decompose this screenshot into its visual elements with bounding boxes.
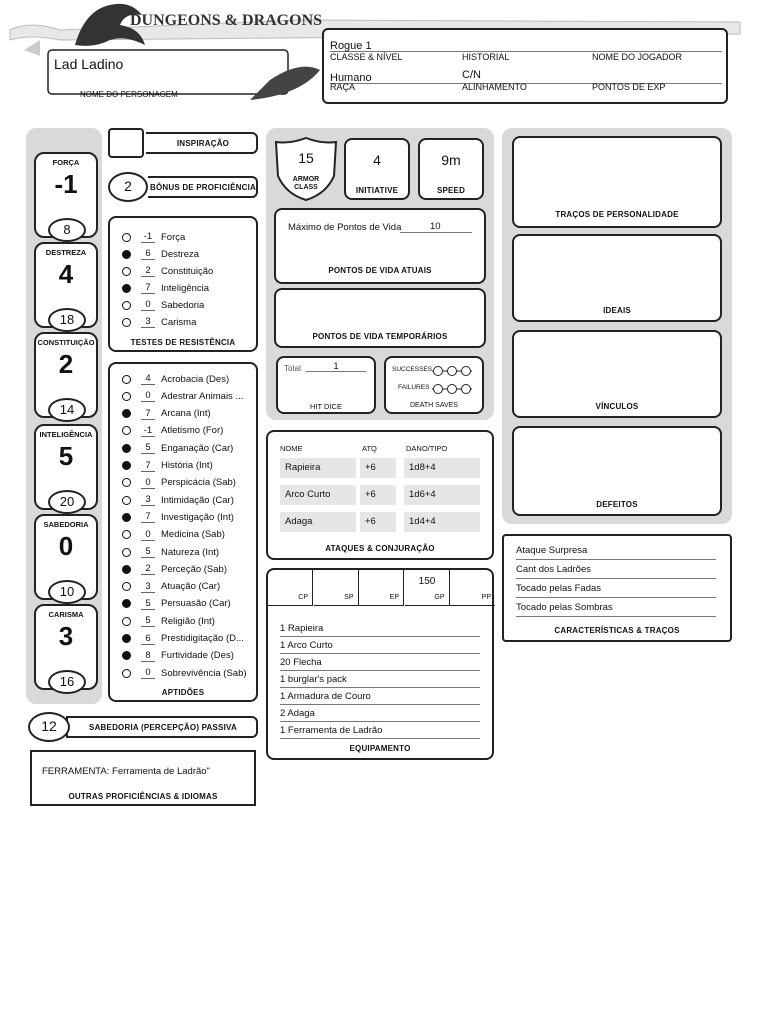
other-proficiencies-panel [30, 750, 256, 806]
save-name: Carisma [161, 316, 197, 328]
proficiency-dot[interactable] [122, 392, 131, 401]
save-name: Força [161, 231, 186, 243]
attack-name[interactable]: Adaga [280, 512, 356, 532]
save-name: Sabedoria [161, 299, 205, 311]
skill-modifier[interactable]: 0 [141, 667, 155, 679]
race-label: RAÇA [330, 82, 356, 92]
hit-dice-label: HIT DICE [310, 402, 342, 411]
skill-row [122, 666, 247, 680]
skill-modifier[interactable]: 5 [141, 615, 155, 627]
saving-throw-row [122, 315, 196, 329]
ability-name: CARISMA [48, 610, 84, 619]
skills-panel [108, 362, 258, 702]
proficiency-dot[interactable] [122, 599, 131, 608]
save-name: Constituição [161, 265, 214, 277]
ability-name: CONSTITUIÇÃO [37, 338, 95, 347]
ideals-label: IDEAIS [603, 306, 631, 315]
coin-label: CP [298, 594, 308, 601]
skill-modifier[interactable]: 3 [141, 494, 155, 506]
ability-modifier[interactable]: 3 [58, 621, 74, 651]
feature-item[interactable]: Tocado pelas Fadas [516, 580, 716, 598]
equipment-item[interactable]: 1 Ferramenta de Ladrão [280, 723, 480, 739]
skill-modifier[interactable]: 2 [141, 563, 155, 575]
saving-throws-label: TESTES DE RESISTÊNCIA [130, 338, 236, 347]
proficiency-dot[interactable] [122, 233, 131, 242]
skill-name: Persuasão (Car) [161, 598, 231, 610]
feature-item[interactable]: Tocado pelas Sombras [516, 599, 716, 617]
feature-item[interactable]: Cant dos Ladrões [516, 561, 716, 579]
logo-text: DUNGEONS & DRAGONS [130, 12, 323, 29]
saving-throw-row [122, 247, 199, 261]
ability-score[interactable]: 8 [48, 218, 86, 242]
speed-value[interactable]: 9m [441, 152, 461, 168]
inspiration-box[interactable] [108, 128, 258, 158]
skill-modifier[interactable]: 7 [141, 408, 155, 420]
success-checkboxes[interactable] [432, 364, 478, 382]
proficiency-dot[interactable] [122, 267, 131, 276]
save-modifier[interactable]: 7 [141, 282, 155, 294]
passive-perception-label: SABEDORIA (PERCEPÇÃO) PASSIVA [89, 723, 237, 732]
save-modifier[interactable]: 0 [141, 299, 155, 311]
flaws-box[interactable] [512, 426, 722, 516]
save-modifier[interactable]: 6 [141, 248, 155, 260]
initiative-value[interactable]: 4 [373, 152, 381, 168]
skill-modifier[interactable]: 5 [141, 546, 155, 558]
equipment-item[interactable]: 1 Arco Curto [280, 638, 480, 654]
proficiency-dot[interactable] [122, 318, 131, 327]
skill-modifier[interactable]: 0 [141, 477, 155, 489]
ability-modifier[interactable]: 2 [58, 349, 74, 379]
coin-label: PP [481, 594, 491, 601]
initiative-label: INITIATIVE [355, 186, 399, 195]
save-name: Inteligência [161, 282, 210, 294]
skill-row [122, 562, 227, 576]
speed-label: SPEED [436, 186, 466, 195]
skill-name: Intimidação (Car) [161, 494, 234, 506]
ability-modifier[interactable]: 5 [58, 441, 74, 471]
skill-name: Perceção (Sab) [161, 563, 228, 575]
alignment-label: ALINHAMENTO [462, 82, 527, 92]
skills-label: APTIDÕES [161, 688, 205, 697]
save-modifier[interactable]: -1 [141, 231, 155, 243]
proficiency-dot[interactable] [122, 461, 131, 470]
ability-score[interactable]: 16 [48, 670, 86, 694]
proficiency-dot[interactable] [122, 651, 131, 660]
other-proficiencies-label: OUTRAS PROFICIÊNCIAS & IDIOMAS [68, 792, 218, 801]
skill-name: Furtividade (Des) [161, 650, 234, 662]
ability-4 [34, 514, 98, 600]
skill-name: Arcana (Int) [161, 408, 211, 420]
hp-max-label: Máximo de Pontos de Vida [288, 222, 402, 233]
shield-icon [274, 136, 338, 202]
equipment-label: EQUIPAMENTO [349, 744, 411, 753]
armor-class-shield [274, 136, 338, 202]
proficiency-dot[interactable] [122, 478, 131, 487]
coin-box[interactable] [450, 570, 495, 606]
coin-box[interactable] [405, 570, 450, 606]
saving-throws-panel [108, 216, 258, 352]
other-proficiencies-text[interactable]: FERRAMENTA: Ferramenta de Ladrão" [42, 766, 210, 777]
proficiency-dot[interactable] [122, 513, 131, 522]
ability-score[interactable]: 10 [48, 580, 86, 604]
proficiency-dot[interactable] [122, 496, 131, 505]
saving-throw-row [122, 264, 213, 278]
coin-box[interactable] [359, 570, 404, 606]
hit-dice-total-value[interactable]: 1 [306, 361, 366, 372]
coin-label: GP [434, 594, 445, 601]
hit-dice-total-label: Total [284, 364, 301, 373]
passive-perception-value[interactable]: 12 [41, 718, 57, 734]
skill-row [122, 597, 231, 611]
equipment-item[interactable]: 1 Rapieira [280, 621, 480, 637]
skill-row [122, 545, 219, 559]
class-level-field[interactable]: Rogue 1 [330, 36, 722, 52]
ability-5 [34, 604, 98, 690]
failures-label: FAILURES [398, 384, 430, 391]
xp-label: PONTOS DE EXP [592, 82, 666, 92]
armor-class-value[interactable]: 15 [298, 150, 314, 166]
failure-checkboxes[interactable] [432, 382, 478, 400]
ability-2 [34, 332, 98, 418]
skill-row [122, 580, 220, 594]
attack-damage[interactable]: 1d4+4 [404, 512, 480, 532]
character-name-label: NOME DO PERSONAGEM [80, 90, 178, 99]
attack-col-atk: ATQ [362, 444, 377, 453]
player-name-label: NOME DO JOGADOR [592, 52, 683, 62]
skill-name: Atuação (Car) [161, 581, 221, 593]
successes-label: SUCCESSES [392, 366, 433, 373]
speed-box [418, 138, 484, 200]
temp-hp-label: PONTOS DE VIDA TEMPORÁRIOS [312, 332, 448, 341]
equipment-item[interactable]: 20 Flecha [280, 655, 480, 671]
save-modifier[interactable]: 2 [141, 265, 155, 277]
class-level-label: CLASSE & NÍVEL [330, 52, 403, 62]
coin-label: EP [389, 594, 399, 601]
temp-hp-box[interactable] [274, 288, 486, 348]
header-banner [0, 0, 768, 110]
skill-row [122, 493, 234, 507]
current-hp-box[interactable] [274, 208, 486, 284]
ability-name: INTELIGÊNCIA [39, 430, 93, 439]
ability-name: DESTREZA [45, 248, 87, 257]
skill-name: Atletismo (For) [161, 425, 224, 437]
ideals-box[interactable] [512, 234, 722, 322]
skill-row [122, 459, 213, 473]
skill-row [122, 510, 234, 524]
attack-bonus[interactable]: +6 [360, 512, 396, 532]
ability-3 [34, 424, 98, 510]
skill-name: História (Int) [161, 460, 213, 471]
skill-name: Religião (Int) [161, 615, 215, 627]
equipment-item[interactable]: 1 burglar's pack [280, 672, 480, 688]
flaws-label: DEFEITOS [596, 500, 638, 509]
saving-throw-row [122, 281, 209, 295]
current-hp-label: PONTOS DE VIDA ATUAIS [328, 266, 432, 275]
proficiency-dot[interactable] [122, 444, 131, 453]
skill-modifier[interactable]: 6 [141, 633, 155, 645]
skill-row [122, 632, 244, 646]
armor-class-label: ARMOR CLASS [292, 176, 320, 191]
skill-row [122, 528, 225, 542]
hit-dice-box[interactable] [276, 356, 376, 414]
race-field[interactable]: Humano [330, 68, 722, 84]
skill-name: Acrobacia (Des) [161, 373, 230, 385]
saving-throw-row [122, 298, 204, 312]
ability-modifier[interactable]: -1 [54, 169, 78, 199]
background-label: HISTORIAL [462, 52, 510, 62]
skill-modifier[interactable]: 3 [141, 581, 155, 593]
proficiency-dot[interactable] [122, 250, 131, 259]
death-saves-label: DEATH SAVES [410, 402, 458, 409]
skill-name: Natureza (Int) [161, 546, 220, 558]
skill-name: Investigação (Int) [161, 511, 234, 523]
proficiency-dot[interactable] [122, 669, 131, 678]
skill-row [122, 614, 215, 628]
save-modifier[interactable]: 3 [141, 316, 155, 328]
skill-modifier[interactable]: 7 [141, 460, 155, 472]
proficiency-dot[interactable] [122, 582, 131, 591]
attack-damage[interactable]: 1d8+4 [404, 458, 480, 478]
features-label: CARACTERÍSTICAS & TRAÇOS [554, 626, 680, 635]
coin-box[interactable] [314, 570, 359, 606]
bonds-label: VÍNCULOS [595, 402, 639, 411]
proficiency-label: BÔNUS DE PROFICIÊNCIA [150, 183, 256, 192]
skill-row [122, 476, 236, 490]
coin-value: 150 [418, 576, 436, 587]
skill-name: Medicina (Sab) [161, 529, 225, 541]
proficiency-dot[interactable] [122, 530, 131, 539]
ability-score[interactable]: 18 [48, 308, 86, 332]
skill-modifier[interactable]: 8 [141, 650, 155, 662]
skill-name: Sobrevivência (Sab) [161, 667, 247, 679]
ability-0 [34, 152, 98, 238]
attack-bonus[interactable]: +6 [360, 485, 396, 505]
skill-row [122, 424, 223, 438]
inspiration-label: INSPIRAÇÃO [176, 139, 230, 148]
attack-name[interactable]: Arco Curto [280, 485, 356, 505]
personality-traits-label: TRAÇOS DE PERSONALIDADE [555, 210, 679, 219]
death-saves-box [384, 356, 484, 414]
skill-name: Adestrar Animais ... [161, 390, 244, 402]
initiative-box [344, 138, 410, 200]
feature-item[interactable]: Ataque Surpresa [516, 542, 716, 560]
proficiency-dot[interactable] [122, 634, 131, 643]
skill-modifier[interactable]: -1 [141, 425, 155, 437]
proficiency-dot[interactable] [122, 284, 131, 293]
proficiency-dot[interactable] [122, 409, 131, 418]
skill-modifier[interactable]: 4 [141, 373, 155, 385]
ability-modifier[interactable]: 0 [58, 531, 74, 561]
skill-modifier[interactable]: 5 [141, 442, 155, 454]
skill-row [122, 389, 243, 403]
skill-modifier[interactable]: 5 [141, 598, 155, 610]
proficiency-dot[interactable] [122, 375, 131, 384]
proficiency-dot[interactable] [122, 617, 131, 626]
proficiency-dot[interactable] [122, 565, 131, 574]
proficiency-dot[interactable] [122, 426, 131, 435]
skill-row [122, 407, 211, 421]
attack-name[interactable]: Rapieira [280, 458, 356, 478]
alignment-value[interactable]: C/N [462, 69, 481, 81]
coin-label: SP [344, 594, 354, 601]
skill-row [122, 372, 229, 386]
skill-name: Perspicácia (Sab) [161, 477, 236, 489]
equipment-item[interactable]: 1 Armadura de Couro [280, 689, 480, 705]
attack-col-dmg: DANO/TIPO [406, 444, 448, 453]
attack-col-name: NOME [280, 444, 303, 453]
skill-modifier[interactable]: 7 [141, 511, 155, 523]
ability-score[interactable]: 14 [48, 398, 86, 422]
character-name[interactable]: Lad Ladino [54, 56, 124, 72]
proficiency-box [108, 172, 258, 202]
attack-damage[interactable]: 1d6+4 [404, 485, 480, 505]
ability-name: SABEDORIA [43, 520, 89, 529]
equipment-item[interactable]: 2 Adaga [280, 706, 480, 722]
info-box [322, 28, 728, 104]
save-name: Destreza [161, 248, 200, 260]
bonds-box[interactable] [512, 330, 722, 418]
proficiency-value[interactable]: 2 [124, 178, 132, 194]
skill-row [122, 649, 234, 663]
skill-name: Enganação (Car) [161, 442, 234, 454]
saving-throw-row [122, 230, 185, 244]
hp-max-value[interactable]: 10 [400, 221, 472, 233]
ability-score[interactable]: 20 [48, 490, 86, 514]
passive-perception-box [26, 712, 258, 742]
ability-1 [34, 242, 98, 328]
skill-row [122, 441, 233, 455]
personality-traits-box[interactable] [512, 136, 722, 228]
skill-modifier[interactable]: 0 [141, 529, 155, 541]
ability-modifier[interactable]: 4 [58, 259, 74, 289]
ability-name: FORÇA [52, 158, 80, 167]
attacks-label: ATAQUES & CONJURAÇÃO [325, 544, 435, 553]
proficiency-dot[interactable] [122, 301, 131, 310]
coin-box[interactable] [268, 570, 313, 606]
attack-bonus[interactable]: +6 [360, 458, 396, 478]
skill-name: Prestidigitação (D... [161, 633, 244, 644]
skill-modifier[interactable]: 0 [141, 390, 155, 402]
proficiency-dot[interactable] [122, 548, 131, 557]
